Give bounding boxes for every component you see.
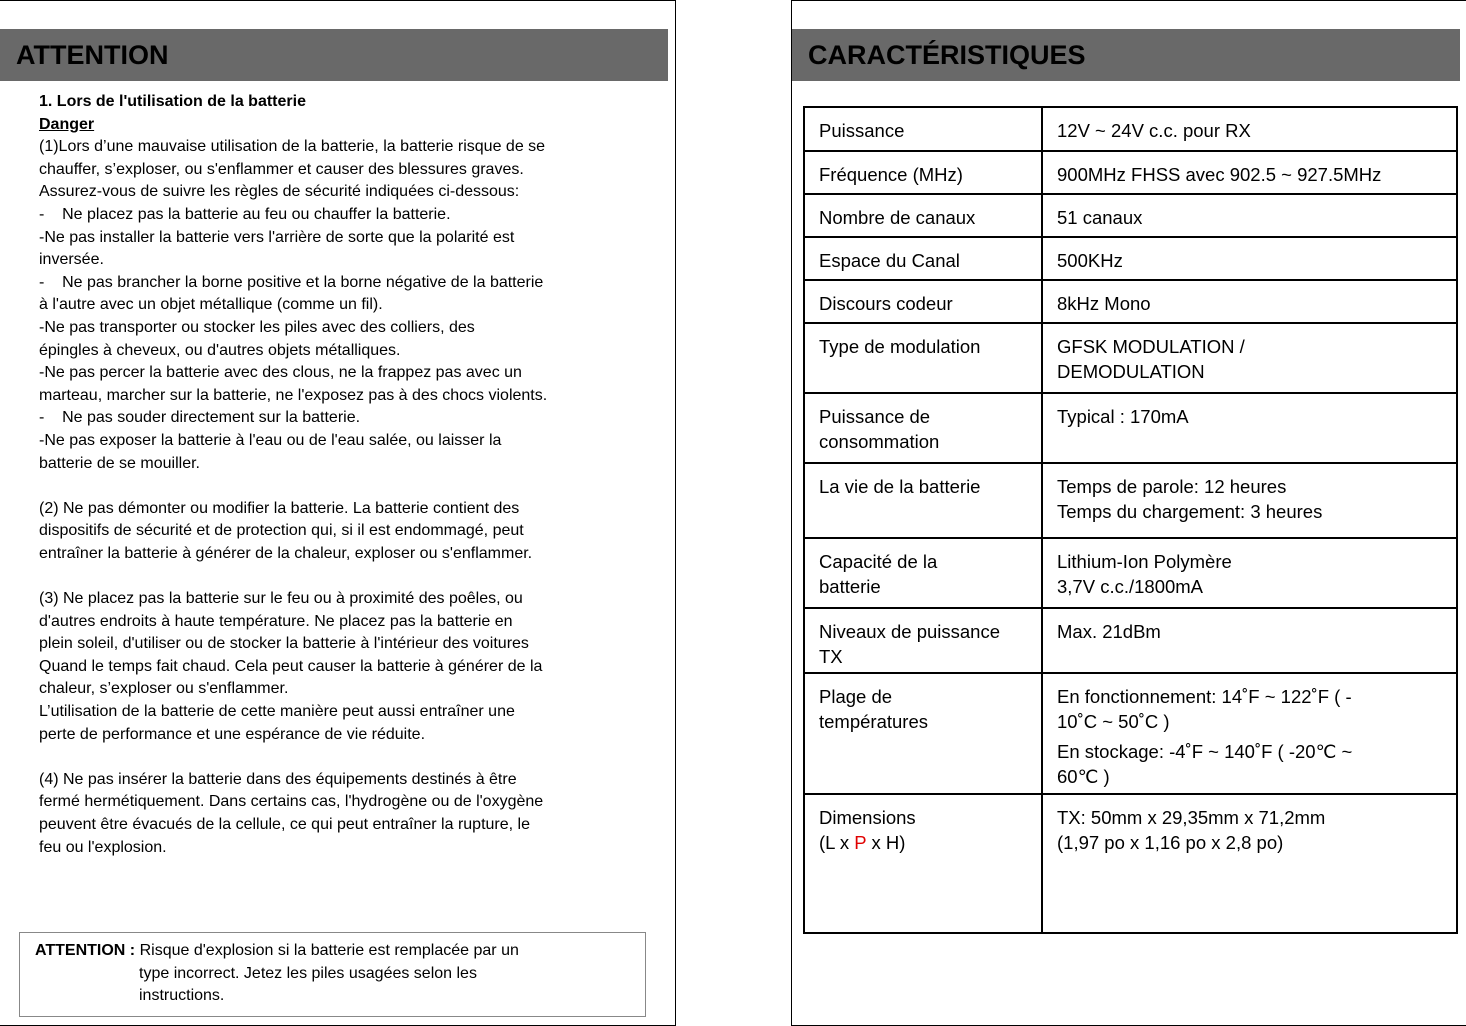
spec-row [804, 280, 1457, 323]
text-line: -Ne pas transporter ou stocker les piles avec des colliers, des [39, 318, 475, 336]
spec-key: Puissance de consommation [804, 393, 1042, 463]
text-line: marteau, marcher sur la batterie, ne l'exposez pas à des chocs violents. [39, 386, 548, 404]
text-line: épingles à cheveux, ou d'autres objets métalliques. [39, 341, 401, 359]
spec-value: 8kHz Mono [1042, 280, 1457, 323]
spec-value: 12V ~ 24V c.c. pour RX [1042, 107, 1457, 151]
spec-row [804, 538, 1457, 608]
text-line: - Ne placez pas la batterie au feu ou chauffer la batterie. [39, 205, 451, 223]
text-line: peuvent être évacués de la cellule, ce qui peut entraîner la rupture, le [39, 816, 530, 833]
notice-line-2: type incorrect. Jetez les piles usagées selon les [139, 964, 477, 982]
text-line: Quand le temps fait chaud. Cela peut causer la batterie à générer de la [39, 657, 543, 675]
text-line: -Ne pas installer la batterie vers l'arrière de sorte que la polarité est [39, 228, 515, 246]
text-line: (2) Ne pas démonter ou modifier la batterie. La batterie contient des [39, 499, 520, 517]
spec-row [804, 393, 1457, 463]
spec-row [804, 463, 1457, 538]
spec-row [804, 237, 1457, 280]
spec-key: Discours codeur [804, 280, 1042, 323]
spec-value: 900MHz FHSS avec 902.5 ~ 927.5MHz [1042, 151, 1457, 194]
spec-key: Espace du Canal [804, 237, 1042, 280]
text-line: (3) Ne placez pas la batterie sur le feu ou à proximité des poêles, ou [39, 590, 523, 608]
specifications-table [803, 106, 1458, 934]
spec-key: Capacité de la batterie [804, 538, 1042, 608]
text-line: - Ne pas souder directement sur la batterie. [39, 409, 361, 427]
spec-key: Fréquence (MHz) [804, 151, 1042, 194]
text-line: fermé hermétiquement. Dans certains cas, l'hydrogène ou de l'oxygène [39, 793, 544, 811]
spec-value: 500KHz [1042, 237, 1457, 280]
paragraph-2 [39, 498, 649, 566]
spec-key: Puissance [804, 107, 1042, 151]
explosion-notice-box [19, 932, 646, 1017]
spec-row [804, 107, 1457, 151]
spec-key: Plage de températures [804, 673, 1042, 794]
text-line: chaleur, s’exploser ou s'enflammer. [39, 680, 289, 698]
spec-value: 51 canaux [1042, 194, 1457, 237]
paragraph-1 [39, 136, 649, 475]
spec-row [804, 673, 1457, 794]
spec-key: Dimensions (L x P x H) [804, 794, 1042, 933]
paragraph-4 [39, 769, 649, 859]
text-line: - Ne pas brancher la borne positive et la borne négative de la batterie [39, 273, 544, 291]
spec-key: Niveaux de puissance TX [804, 608, 1042, 673]
text-line: (4) Ne pas insérer la batterie dans des équipements destinés à être [39, 770, 517, 788]
spec-row [804, 608, 1457, 673]
spec-value: TX: 50mm x 29,35mm x 71,2mm (1,97 po x 1,16 po x 2,8 po) [1042, 794, 1457, 933]
paragraph-3 [39, 588, 649, 746]
spec-value: Temps de parole: 12 heures Temps du chargement: 3 heures [1042, 463, 1457, 538]
spec-key: La vie de la batterie [804, 463, 1042, 538]
spec-row [804, 194, 1457, 237]
battery-warning-text [39, 91, 649, 859]
text-line: entraîner la batterie à générer de la chaleur, exploser ou s'enflammer. [39, 544, 533, 562]
text-line: (1)Lors d’une mauvaise utilisation de la batterie, la batterie risque de se [39, 138, 546, 156]
text-line: L’utilisation de la batterie de cette manière peut aussi entraîner une [39, 703, 515, 721]
notice-line-3: instructions. [139, 987, 225, 1005]
spec-row [804, 151, 1457, 194]
spec-key: Nombre de canaux [804, 194, 1042, 237]
section-title: 1. Lors de l'utilisation de la batterie [39, 93, 306, 110]
text-line: feu ou l'explosion. [39, 838, 167, 856]
characteristics-header: CARACTÉRISTIQUES [792, 29, 1460, 81]
spec-key: Type de modulation [804, 323, 1042, 393]
spec-value: En fonctionnement: 14˚F ~ 122˚F ( - 10˚C ~ 50˚C ) En stockage: -4˚F ~ 140˚F ( -20℃ ~ 60℃ ) [1042, 673, 1457, 794]
spec-value: GFSK MODULATION / DEMODULATION [1042, 323, 1457, 393]
spec-value: Typical : 170mA [1042, 393, 1457, 463]
text-line: perte de performance et une espérance de vie réduite. [39, 725, 426, 743]
spec-row [804, 794, 1457, 933]
attention-header: ATTENTION [0, 29, 668, 81]
text-line: d'autres endroits à haute température. Ne placez pas la batterie en [39, 612, 513, 630]
text-line: à l'autre avec un objet métallique (comme un fil). [39, 296, 383, 314]
text-line: inversée. [39, 251, 104, 269]
spec-row [804, 323, 1457, 393]
text-line: -Ne pas percer la batterie avec des clous, ne la frappez pas avec un [39, 364, 522, 382]
text-line: batterie de se mouiller. [39, 454, 200, 472]
spec-value: Lithium-Ion Polymère 3,7V c.c./1800mA [1042, 538, 1457, 608]
notice-line-1: Risque d'explosion si la batterie est remplacée par un [139, 942, 519, 959]
text-line: plein soleil, d'utiliser ou de stocker la batterie à l'intérieur des voitures [39, 635, 529, 653]
text-line: chauffer, s’exploser, ou s'enflammer et causer des blessures graves. [39, 160, 524, 178]
danger-label: Danger [39, 115, 95, 133]
text-line: dispositifs de sécurité et de protection qui, si il est endommagé, peut [39, 522, 524, 540]
text-line: Assurez-vous de suivre les règles de sécurité indiquées ci-dessous: [39, 183, 520, 201]
spec-value: Max. 21dBm [1042, 608, 1457, 673]
text-line: -Ne pas exposer la batterie à l'eau ou de l'eau salée, ou laisser la [39, 431, 502, 449]
notice-label: ATTENTION : [35, 942, 136, 959]
